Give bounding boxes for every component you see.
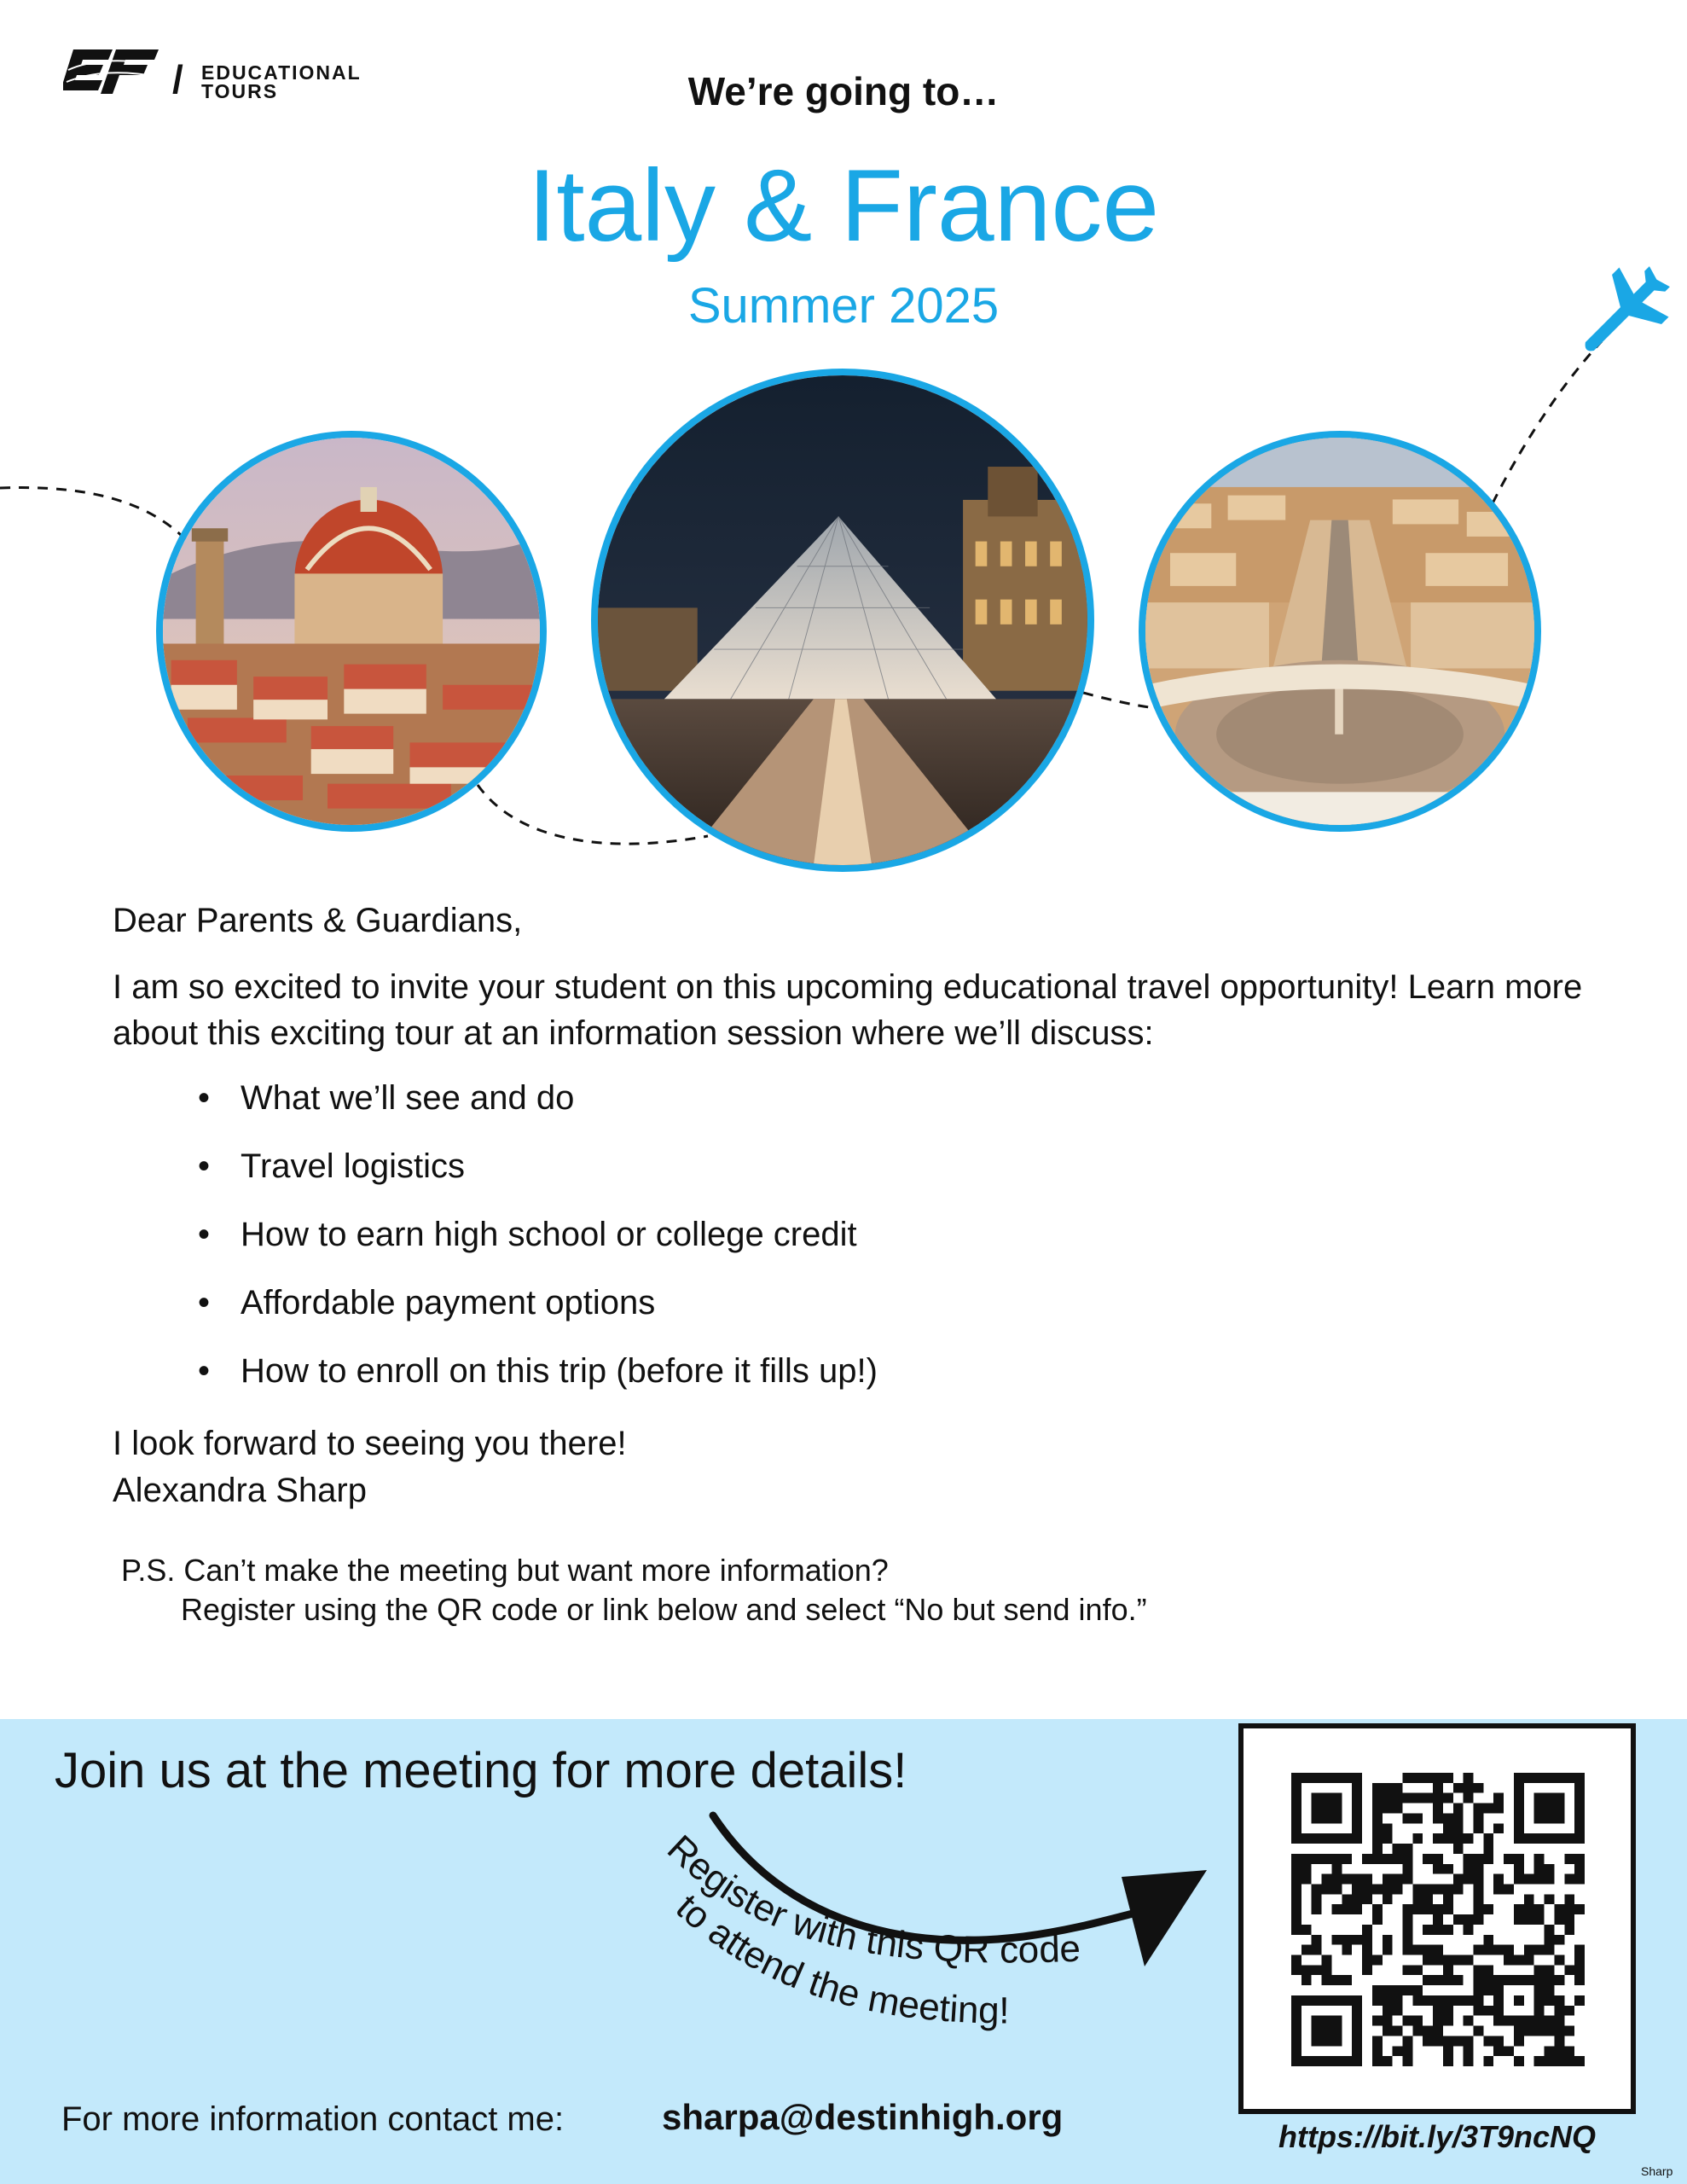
postscript-line-1: P.S. Can’t make the meeting but want more information? xyxy=(121,1553,889,1588)
list-item xyxy=(188,1075,878,1143)
meeting-heading: Join us at the meeting for more details! xyxy=(55,1743,907,1798)
bullet-icon: • xyxy=(198,1147,211,1185)
route-path-left xyxy=(0,488,192,546)
postscript xyxy=(121,1551,1147,1629)
bullet-icon: • xyxy=(198,1284,211,1321)
route-path-right xyxy=(1493,341,1602,503)
qr-code-frame[interactable] xyxy=(1238,1723,1636,2114)
louvre-pyramid-image xyxy=(598,375,1087,865)
list-item-text: How to enroll on this trip (before it fills up!) xyxy=(241,1352,878,1390)
rome-photo xyxy=(1139,431,1541,832)
qr-url-link[interactable]: https://bit.ly/3T9ncNQ xyxy=(1278,2119,1597,2154)
letter-signature: Alexandra Sharp xyxy=(113,1472,367,1509)
bullet-icon: • xyxy=(198,1352,211,1390)
logo-line-1: EDUCATIONAL xyxy=(201,61,362,84)
page-title: Italy & France xyxy=(527,148,1160,263)
register-line-2: to attend the meeting! xyxy=(668,1885,1010,2032)
list-item-text: How to earn high school or college credit xyxy=(241,1216,857,1253)
register-callout xyxy=(648,1834,1194,2090)
florence-cathedral-image xyxy=(163,438,540,825)
letter-greeting: Dear Parents & Guardians, xyxy=(113,902,523,939)
letter-intro: I am so excited to invite your student on this upcoming educational travel opportunity! Learn more about this exciting tour at an information session where we’ll discuss: xyxy=(113,968,1583,1052)
list-item xyxy=(188,1211,878,1280)
qr-code-icon[interactable] xyxy=(1291,1773,1585,2066)
logo-line-2: TOURS xyxy=(201,80,279,102)
vatican-square-image xyxy=(1145,438,1534,825)
register-line-1: Register with this QR code xyxy=(659,1834,1081,1972)
florence-photo xyxy=(156,431,547,832)
letter-closing: I look forward to seeing you there! xyxy=(113,1425,627,1462)
logo-divider: / xyxy=(172,57,183,102)
list-item xyxy=(188,1280,878,1348)
route-path-middle xyxy=(1083,693,1156,708)
list-item-text: Travel logistics xyxy=(241,1147,466,1185)
contact-email-link[interactable]: sharpa@destinhigh.org xyxy=(662,2097,1064,2137)
postscript-line-2: Register using the QR code or link below and select “No but send info.” xyxy=(181,1592,1147,1627)
airplane-icon xyxy=(1562,256,1684,375)
louvre-photo xyxy=(591,369,1094,872)
bullet-icon: • xyxy=(198,1079,211,1117)
list-item xyxy=(188,1348,878,1416)
list-item xyxy=(188,1143,878,1211)
bullet-icon: • xyxy=(198,1216,211,1253)
footer-mark: Sharp xyxy=(1641,2164,1673,2178)
list-item-text: What we’ll see and do xyxy=(241,1079,575,1117)
contact-label: For more information contact me: xyxy=(61,2100,565,2138)
discussion-topics-list xyxy=(188,1075,878,1416)
tagline: We’re going to… xyxy=(687,69,1000,113)
list-item-text: Affordable payment options xyxy=(241,1284,656,1321)
page-subtitle: Summer 2025 xyxy=(687,278,1000,334)
